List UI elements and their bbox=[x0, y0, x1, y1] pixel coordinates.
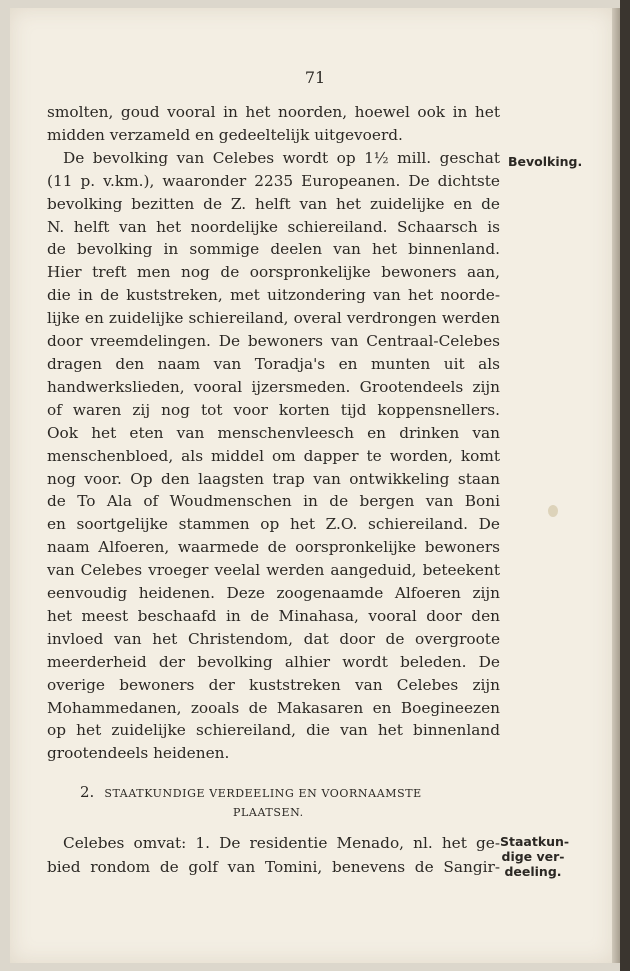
text-line: het meest beschaafd in de Minahasa, vooral door den bbox=[47, 606, 500, 625]
text-line: de bevolking in sommige deelen van het binnenland. bbox=[47, 240, 500, 259]
text-line: N. helft van het noordelijke schiereiland. Schaarsch is bbox=[47, 217, 500, 236]
text-line: die in de kuststreken, met uitzondering van het noorde- bbox=[47, 286, 500, 305]
main-text bbox=[47, 101, 500, 765]
text-line: eenvoudig heidenen. Deze zoogenaamde Alfoeren zijn bbox=[47, 584, 500, 603]
scan-border bbox=[620, 0, 630, 971]
text-line: handwerkslieden, vooral ijzersmeden. Grootendeels zijn bbox=[47, 377, 500, 396]
text-line: meerderheid der bevolking alhier wordt beleden. De bbox=[47, 652, 500, 671]
main-text-continued bbox=[47, 831, 500, 879]
text-line: invloed van het Christendom, dat door de overgroote bbox=[47, 629, 500, 648]
margin-note-staatkundige bbox=[500, 834, 570, 879]
text-line: dragen den naam van Toradja's en munten uit als bbox=[47, 354, 500, 373]
text-line: nog voor. Op den laagsten trap van ontwikkeling staan bbox=[47, 469, 500, 488]
text-line: en soortgelijke stammen op het Z.O. schiereiland. De bbox=[47, 515, 500, 534]
text-line: midden verzameld en gedeeltelijk uitgevoerd. bbox=[47, 125, 403, 144]
text-line: (11 p. v.km.), waaronder 2235 Europeanen. De dichtste bbox=[47, 171, 500, 190]
page-edge bbox=[612, 8, 620, 963]
text-line: lijke en zuidelijke schiereiland, overal verdrongen werden bbox=[47, 309, 500, 328]
text-line: door vreemdelingen. De bewoners van Centraal-Celebes bbox=[47, 332, 500, 351]
text-line: overige bewoners der kuststreken van Celebes zijn bbox=[47, 675, 500, 694]
text-line: grootendeels heidenen. bbox=[47, 744, 230, 763]
text-line: bied rondom de golf van Tomini, benevens de Sangir- bbox=[47, 858, 500, 876]
text-line: Hier treft men nog de oorspronkelijke bewoners aan, bbox=[47, 263, 500, 282]
text-line: smolten, goud vooral in het noorden, hoewel ook in het bbox=[47, 103, 500, 121]
section-heading-cont bbox=[233, 806, 353, 819]
text-line: Ook het eten van menschenvleesch en drinken van bbox=[47, 423, 500, 442]
section-title-line2: PLAATSEN. bbox=[233, 806, 304, 819]
margin-note-line: deeling. bbox=[504, 864, 562, 879]
page-number: 71 bbox=[304, 68, 326, 87]
text-line: De bevolking van Celebes wordt op 1½ mill. geschat bbox=[63, 148, 500, 167]
text-line: of waren zij nog tot voor korten tijd koppensnellers. bbox=[47, 400, 500, 419]
section-title-line1: STAATKUNDIGE VERDEELING EN VOORNAAMSTE bbox=[104, 787, 422, 800]
paper-stain bbox=[548, 505, 558, 517]
margin-note-line: Staatkun- bbox=[500, 834, 570, 849]
text-line: Celebes omvat: 1. De residentie Menado, nl. het ge- bbox=[63, 834, 500, 852]
text-line: van Celebes vroeger veelal werden aangeduid, beteekent bbox=[47, 561, 500, 580]
text-line: bevolking bezitten de Z. helft van het zuidelijke en de bbox=[47, 194, 500, 213]
margin-note-bevolking: Bevolking. bbox=[508, 154, 583, 169]
text-line: naam Alfoeren, waarmede de oorspronkelijke bewoners bbox=[47, 538, 500, 557]
text-line: menschenbloed, als middel om dapper te worden, komt bbox=[47, 446, 500, 465]
section-heading bbox=[80, 783, 480, 801]
margin-note-line: dige ver- bbox=[501, 849, 565, 864]
section-number: 2. bbox=[80, 783, 95, 801]
text-line: Mohammedanen, zooals de Makasaren en Boegineezen bbox=[47, 698, 500, 717]
text-line: de To Ala of Woudmenschen in de bergen van Boni bbox=[47, 492, 500, 511]
text-line: op het zuidelijke schiereiland, die van het binnenland bbox=[47, 721, 500, 740]
